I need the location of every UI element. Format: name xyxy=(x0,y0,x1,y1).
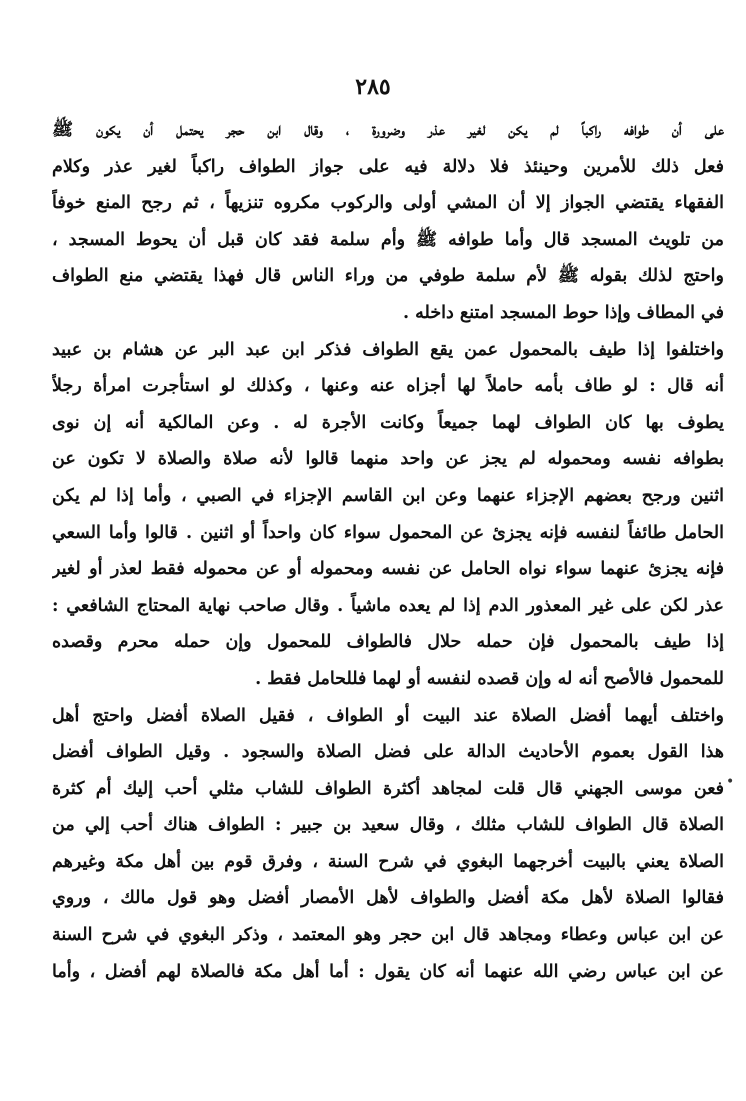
text-line: إذا طيف بالمحمول فإن حمله حلال فالطواف للمحمول وإن حمله محرم وقصده xyxy=(52,632,724,653)
text-line: فعن موسى الجهني قال قلت لمجاهد أكثرة الطواف للشاب مثلي أحب إليك أم كثرة xyxy=(52,778,724,799)
text-line: عن ابن عباس رضي الله عنهما أنه كان يقول : أما أهل مكة فالصلاة لهم أفضل ، وأما xyxy=(52,961,724,982)
paragraph-end-line: في المطاف وإذا حوط المسجد امتنع داخله . xyxy=(402,302,724,323)
text-line: بطوافه نفسه ومحموله لم يجز عن واحد منهما قالوا لأنه صلاة والصلاة لا تكون عن xyxy=(52,449,724,470)
text-line: واحتج لذلك بقوله ﷺ لأم سلمة طوفي من وراء الناس قال فهذا يقتضي منع الطواف xyxy=(52,266,724,287)
margin-mark: • xyxy=(726,774,735,790)
text-line: واختلفوا إذا طيف بالمحمول عمن يقع الطواف فذكر ابن عبد البر عن هشام بن عبيد xyxy=(52,339,724,360)
text-line: عذر لكن على غير المعذور الدم إذا لم يعده ماشياً . وقال صاحب نهاية المحتاج الشافعي : xyxy=(52,595,724,616)
text-line: الصلاة قال الطواف للشاب مثلك ، وقال سعيد بن جبير : الطواف هناك أحب إلي من xyxy=(52,815,724,836)
text-line: على أن طوافه راكباً لم يكن لغير عذر وضرورة ، وقال ابن حجر يحتمل أن يكون ﷺ xyxy=(52,120,724,140)
text-line: اثنين ورجح بعضهم الإجزاء عنهما وعن ابن القاسم الإجزاء في الصبي ، وأما إذا لم يكن xyxy=(52,485,724,506)
body-text xyxy=(52,112,724,990)
text-line: الحامل طائفاً لنفسه فإنه يجزئ عن المحمول سواء كان واحداً أو اثنين . قالوا وأما السعي xyxy=(52,522,724,543)
text-line: الفقهاء يقتضي الجواز إلا أن المشي أولى والركوب مكروه تنزيهاً ، ثم رجح المنع خوفاً xyxy=(52,193,724,214)
text-line: عن ابن عباس وعطاء ومجاهد قال ابن حجر وهو المعتمد ، وذكر البغوي في شرح السنة xyxy=(52,925,724,946)
paragraph-end-line: للمحمول فالأصح أنه له وإن قصده لنفسه أو لهما فللحامل فقط . xyxy=(255,668,724,689)
text-line: فقالوا الصلاة لأهل مكة أفضل والطواف لأهل الأمصار أفضل وهو قول مالك ، وروي xyxy=(52,888,724,909)
page-number: ٢٨٥ xyxy=(355,74,391,100)
text-line: فإنه يجزئ عنهما سواء نواه الحامل عن نفسه ومحموله أو عن محموله فقط لعذر أو لغير xyxy=(52,559,724,580)
text-line: من تلويث المسجد قال وأما طوافه ﷺ وأم سلمة فقد كان قبل أن يحوط المسجد ، xyxy=(52,229,724,250)
text-line: يطوف بها كان الطواف لهما جميعاً وكانت الأجرة له . وعن المالكية أنه إن نوى xyxy=(52,412,724,433)
text-line: فعل ذلك للأمرين وحينئذ فلا دلالة فيه على جواز الطواف راكباً لغير عذر وكلام xyxy=(52,156,724,177)
text-line: هذا القول بعموم الأحاديث الدالة على فضل الصلاة والسجود . وقيل الطواف أفضل xyxy=(52,742,724,763)
text-line: أنه قال : لو طاف بأمه حاملاً لها أجزاه عنه وعنها ، وكذلك لو استأجرت امرأة رجلاً xyxy=(52,376,724,397)
text-line: الصلاة يعني بالبيت أخرجهما البغوي في شرح السنة ، وفرق قوم بين أهل مكة وغيرهم xyxy=(52,851,724,872)
text-line: واختلف أيهما أفضل الصلاة عند البيت أو الطواف ، فقيل الصلاة أفضل واحتج أهل xyxy=(52,705,724,726)
